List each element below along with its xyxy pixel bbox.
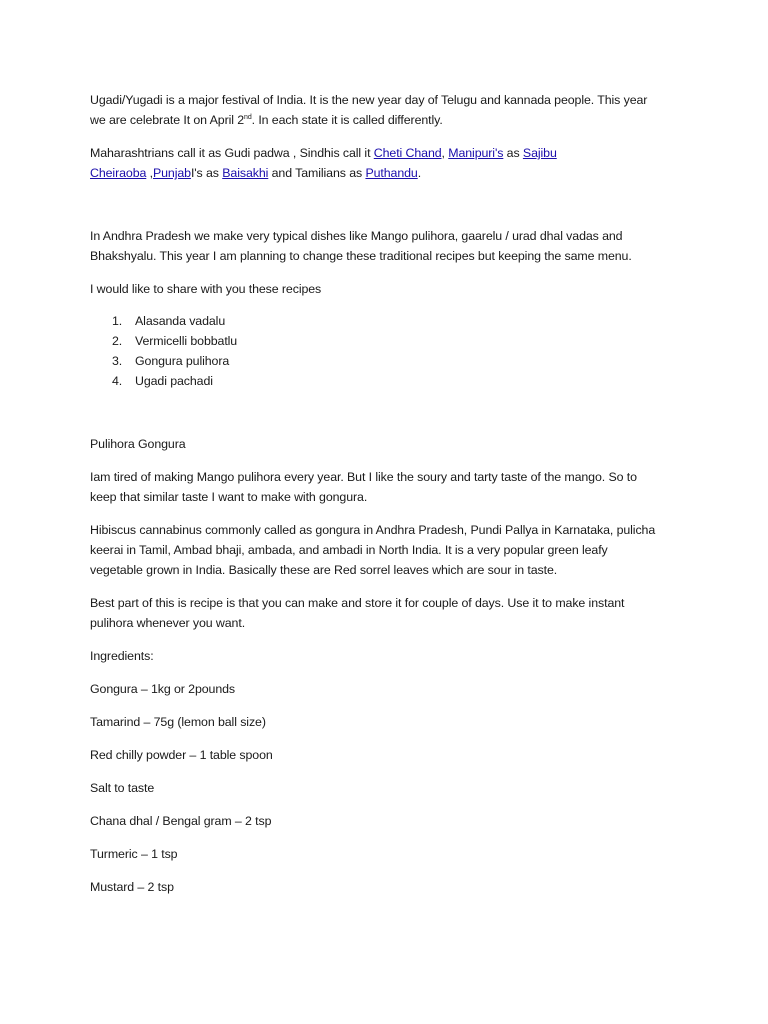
link-sajibu[interactable]: Sajibu xyxy=(522,146,557,160)
intro-paragraph xyxy=(90,90,690,130)
best-paragraph xyxy=(90,593,690,633)
intro-line-1: Ugadi/Yugadi is a major festival of India. It is the new year day of Telugu and kannada people. This year xyxy=(90,93,648,107)
andhra-line-2: Bhakshyalu. This year I am planning to change these traditional recipes but keeping the same menu. xyxy=(90,249,632,263)
ingredient-item: Salt to taste xyxy=(90,781,155,795)
list-item-text: Gongura pulihora xyxy=(135,354,230,368)
intro-line-2-prefix: we are celebrate It on April 2 xyxy=(90,113,245,127)
list-number: 3. xyxy=(112,354,123,368)
share-paragraph: I would like to share with you these recipes xyxy=(90,282,322,296)
list-item xyxy=(90,331,690,351)
list-item xyxy=(90,371,690,391)
ingredients-heading: Ingredients: xyxy=(90,649,154,663)
states-paragraph xyxy=(90,143,690,183)
list-number: 2. xyxy=(112,334,123,348)
states-text-5: I's as xyxy=(190,166,223,180)
list-item xyxy=(90,351,690,371)
link-manipuri[interactable]: Manipuri's xyxy=(448,146,504,160)
best-line-1: Best part of this is recipe is that you can make and store it for couple of days. Use it to make instant xyxy=(90,596,625,610)
ingredient-item: Tamarind – 75g (lemon ball size) xyxy=(90,715,266,729)
andhra-paragraph xyxy=(90,226,690,266)
ordinal-suffix: nd xyxy=(244,114,252,121)
ingredient-item: Turmeric – 1 tsp xyxy=(90,847,178,861)
hibiscus-line-2: keerai in Tamil, Ambad bhaji, ambada, and ambadi in North India. It is a very popular green leafy xyxy=(90,543,608,557)
tired-line-1: Iam tired of making Mango pulihora every year. But I like the soury and tarty taste of the mango. So to xyxy=(90,470,637,484)
link-puthandu[interactable]: Puthandu xyxy=(365,166,418,180)
list-item xyxy=(90,311,690,331)
list-item-text: Ugadi pachadi xyxy=(135,374,213,388)
document-body xyxy=(90,90,690,897)
states-text-3: as xyxy=(503,146,523,160)
recipe-list xyxy=(90,311,690,391)
states-text-6: and Tamilians as xyxy=(268,166,366,180)
andhra-line-1: In Andhra Pradesh we make very typical dishes like Mango pulihora, gaarelu / urad dhal vadas and xyxy=(90,229,623,243)
tired-paragraph xyxy=(90,467,690,507)
states-text-2: , xyxy=(441,146,449,160)
ingredient-item: Gongura – 1kg or 2pounds xyxy=(90,682,236,696)
hibiscus-paragraph xyxy=(90,520,690,580)
ingredient-item: Chana dhal / Bengal gram – 2 tsp xyxy=(90,814,272,828)
ingredient-item: Red chilly powder – 1 table spoon xyxy=(90,748,273,762)
list-item-text: Vermicelli bobbatlu xyxy=(135,334,238,348)
list-number: 4. xyxy=(112,374,123,388)
hibiscus-line-1: Hibiscus cannabinus commonly called as gongura in Andhra Pradesh, Pundi Pallya in Karnataka, pulicha xyxy=(90,523,656,537)
link-punjab[interactable]: Punjab xyxy=(152,166,191,180)
tired-line-2: keep that similar taste I want to make with gongura. xyxy=(90,490,368,504)
ingredient-item: Mustard – 2 tsp xyxy=(90,880,174,894)
list-number: 1. xyxy=(112,314,123,328)
intro-line-2-suffix: . In each state it is called differently. xyxy=(251,113,443,127)
hibiscus-line-3: vegetable grown in India. Basically these are Red sorrel leaves which are sour in taste. xyxy=(90,563,558,577)
section-title: Pulihora Gongura xyxy=(90,437,186,451)
link-cheiraoba[interactable]: Cheiraoba xyxy=(90,166,147,180)
states-text-1: Maharashtrians call it as Gudi padwa , Sindhis call it xyxy=(90,146,374,160)
states-text-4: , xyxy=(146,166,153,180)
list-item-text: Alasanda vadalu xyxy=(135,314,226,328)
link-baisakhi[interactable]: Baisakhi xyxy=(222,166,269,180)
states-text-7: . xyxy=(417,166,422,180)
best-line-2: pulihora whenever you want. xyxy=(90,616,246,630)
link-cheti-chand[interactable]: Cheti Chand xyxy=(373,146,442,160)
